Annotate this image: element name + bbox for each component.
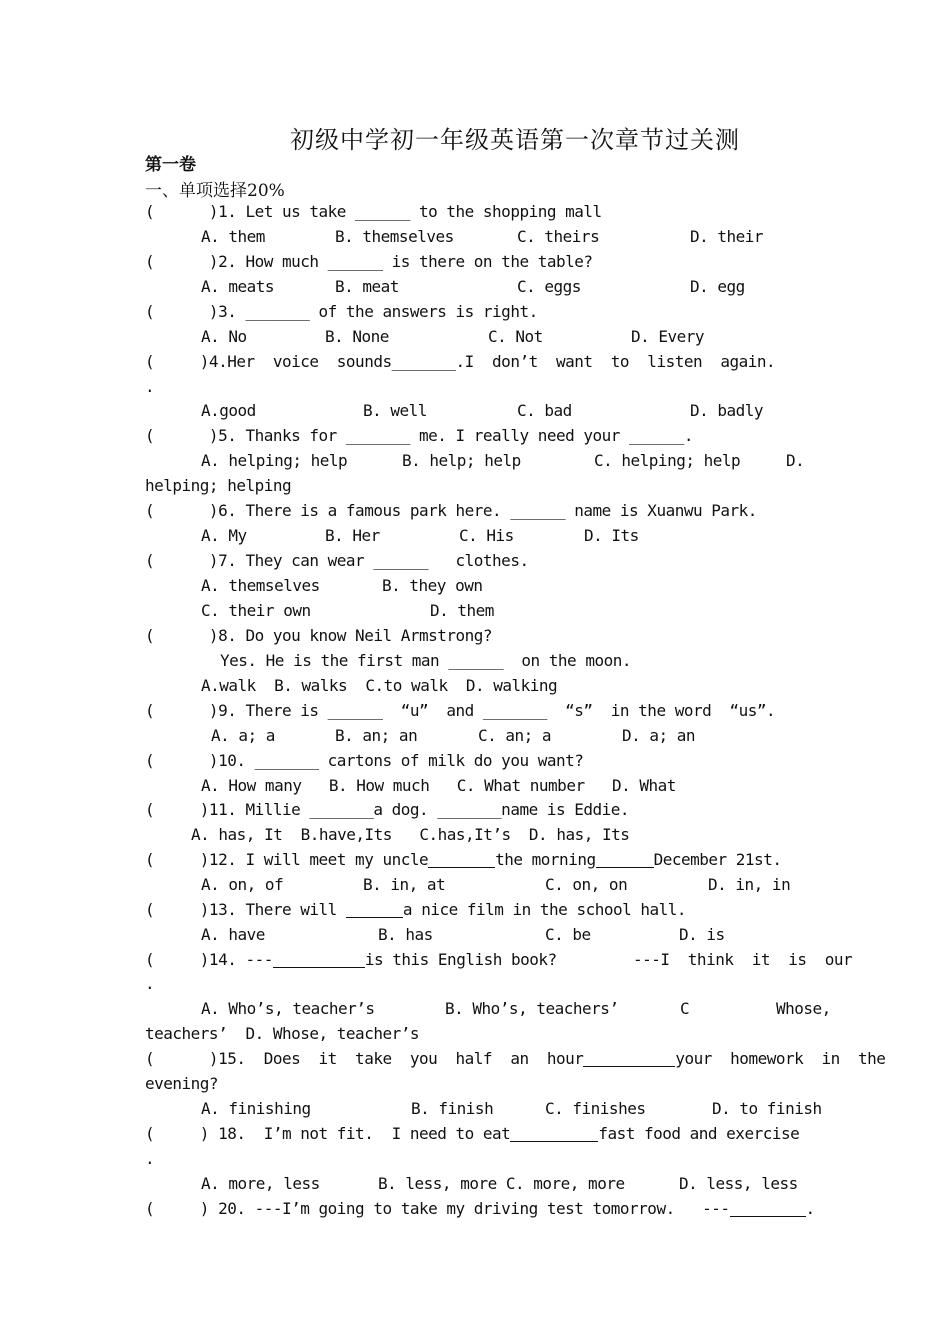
question-15-stem — [145, 1046, 885, 1071]
option-b: B. None — [325, 327, 389, 346]
option-b: B. help; help — [402, 451, 521, 470]
option-b: B. Who’s, teachers’ — [445, 999, 619, 1018]
question-2-options — [145, 274, 745, 299]
answer-blank — [273, 951, 365, 968]
option-d: D. a; an — [622, 726, 696, 745]
option-b: B. meat — [335, 277, 399, 296]
option-a: A. No — [201, 327, 247, 346]
question-11-stem: ( )11. Millie _______a dog. _______name is Eddie. — [145, 800, 630, 819]
page-title: 初级中学初一年级英语第一次章节过关测 — [290, 126, 740, 154]
option-c: C. His — [459, 526, 514, 545]
option-a: A. helping; help — [201, 451, 348, 470]
question-6-options — [145, 523, 639, 548]
question-15-continuation: evening? — [145, 1074, 219, 1093]
question-3-stem: ( )3. _______ of the answers is right. — [145, 302, 538, 321]
question-12-options — [145, 872, 791, 897]
stem-part: your homework in the — [675, 1049, 886, 1068]
stem-part: a nice film in the school hall. — [402, 900, 687, 919]
question-8-sub: Yes. He is the first man ______ on the moon. — [220, 651, 631, 670]
stem-part: ( )14. --- — [145, 950, 273, 969]
question-10-options: A. How many B. How much C. What number D. What — [201, 776, 676, 795]
option-c: C. Not — [488, 327, 543, 346]
question-8-options: A.walk B. walks C.to walk D. walking — [201, 676, 558, 695]
option-d: Whose, — [776, 999, 831, 1018]
option-c: C. on, on — [545, 875, 628, 894]
option-a: A. Who’s, teacher’s — [201, 999, 375, 1018]
answer-blank — [346, 901, 403, 918]
question-12-stem — [145, 847, 781, 872]
option-d: D. their — [690, 227, 764, 246]
option-a: A. more, less — [201, 1174, 320, 1193]
option-c: C. be — [545, 925, 591, 944]
option-d: D. Its — [584, 526, 639, 545]
option-a: A. a; a — [211, 726, 275, 745]
question-4-options — [145, 398, 764, 423]
question-1-options — [145, 224, 764, 249]
option-c: C. eggs — [517, 277, 581, 296]
option-d: D. badly — [690, 401, 764, 420]
stem-part: ( )15. Does it take you half an hour — [145, 1049, 584, 1068]
question-11-options: A. has, It B.have,Its C.has,It’s D. has, Its — [191, 825, 630, 844]
option-c: C. helping; help — [594, 451, 741, 470]
question-7-options-row1 — [145, 573, 483, 598]
question-14-options — [145, 996, 831, 1021]
question-14-continuation: . — [145, 974, 155, 993]
option-d: D. them — [430, 601, 494, 620]
stem-part: ( ) 20. ---I’m going to take my driving test tomorrow. --- — [145, 1199, 730, 1218]
question-4-stem: ( )4.Her voice sounds_______.I don’t want to listen again. — [145, 352, 776, 371]
question-9-stem: ( )9. There is ______ “u” and _______ “s” in the word “us”. — [145, 701, 776, 720]
stem-part: ( )12. I will meet my uncle — [145, 850, 429, 869]
option-b: B. has — [378, 925, 433, 944]
question-18-continuation: . — [145, 1149, 155, 1168]
question-5-stem: ( )5. Thanks for _______ me. I really need your ______. — [145, 426, 693, 445]
section-heading: 一、单项选择20% — [145, 181, 285, 201]
question-5-options — [145, 448, 805, 473]
question-10-stem: ( )10. _______ cartons of milk do you want? — [145, 751, 584, 770]
option-d: D. egg — [690, 277, 745, 296]
stem-part: fast food and exercise — [598, 1124, 800, 1143]
question-13-stem — [145, 897, 686, 922]
question-20-stem — [145, 1196, 815, 1221]
question-4-continuation: . — [145, 377, 155, 396]
volume-heading: 第一卷 — [145, 155, 196, 175]
option-c: C. their own — [201, 601, 311, 620]
option-b: B. they own — [382, 576, 483, 595]
question-1-stem: ( )1. Let us take ______ to the shopping mall — [145, 202, 602, 221]
option-c: C — [680, 999, 690, 1018]
option-a: A. finishing — [201, 1099, 311, 1118]
option-d: D. is — [679, 925, 725, 944]
option-d: D. Every — [631, 327, 705, 346]
stem-part: December 21st. — [653, 850, 782, 869]
stem-part: ---I think it is our — [633, 950, 853, 969]
option-b: B. well — [363, 401, 427, 420]
stem-part: ( )13. There will — [145, 900, 346, 919]
option-a: A. have — [201, 925, 265, 944]
option-d: D. in, in — [708, 875, 791, 894]
answer-blank — [510, 1125, 598, 1142]
stem-part: ( ) 18. I’m not fit. I need to eat — [145, 1124, 511, 1143]
answer-blank — [428, 851, 495, 868]
question-14-stem — [145, 947, 853, 972]
question-5-continuation: helping; helping — [145, 476, 292, 495]
answer-blank — [596, 851, 654, 868]
question-2-stem: ( )2. How much ______ is there on the table? — [145, 252, 593, 271]
option-b: B. in, at — [363, 875, 446, 894]
option-b: B. an; an — [335, 726, 418, 745]
question-6-stem: ( )6. There is a famous park here. ______ name is Xuanwu Park. — [145, 501, 757, 520]
option-c: C. bad — [517, 401, 572, 420]
option-a: A. them — [201, 227, 265, 246]
option-b: B. finish — [411, 1099, 494, 1118]
option-b: B. Her — [325, 526, 380, 545]
option-a: A.good — [201, 401, 256, 420]
stem-part: the morning — [495, 850, 596, 869]
option-a: A. on, of — [201, 875, 284, 894]
question-8-stem: ( )8. Do you know Neil Armstrong? — [145, 626, 493, 645]
question-14-continuation-2: teachers’ D. Whose, teacher’s — [145, 1024, 419, 1043]
question-9-options — [145, 723, 696, 748]
option-a: A. meats — [201, 277, 275, 296]
option-a: A. My — [201, 526, 247, 545]
stem-part: . — [805, 1199, 815, 1218]
stem-part: is this English book? — [364, 950, 557, 969]
question-13-options — [145, 922, 725, 947]
question-7-stem: ( )7. They can wear ______ clothes. — [145, 551, 529, 570]
option-c: C. an; a — [478, 726, 552, 745]
option-d: D. to finish — [712, 1099, 822, 1118]
option-d: D. — [786, 451, 805, 470]
option-c: C. finishes — [545, 1099, 646, 1118]
question-18-stem — [145, 1121, 799, 1146]
option-d: D. less, less — [679, 1174, 798, 1193]
question-3-options — [145, 324, 705, 349]
option-b: B. themselves — [335, 227, 454, 246]
option-c: C. theirs — [517, 227, 600, 246]
question-7-options-row2 — [145, 598, 494, 623]
answer-blank — [583, 1050, 675, 1067]
option-bc: B. less, more C. more, more — [378, 1174, 625, 1193]
option-a: A. themselves — [201, 576, 320, 595]
question-18-options — [145, 1171, 798, 1196]
answer-blank — [730, 1200, 806, 1217]
question-15-options — [145, 1096, 822, 1121]
